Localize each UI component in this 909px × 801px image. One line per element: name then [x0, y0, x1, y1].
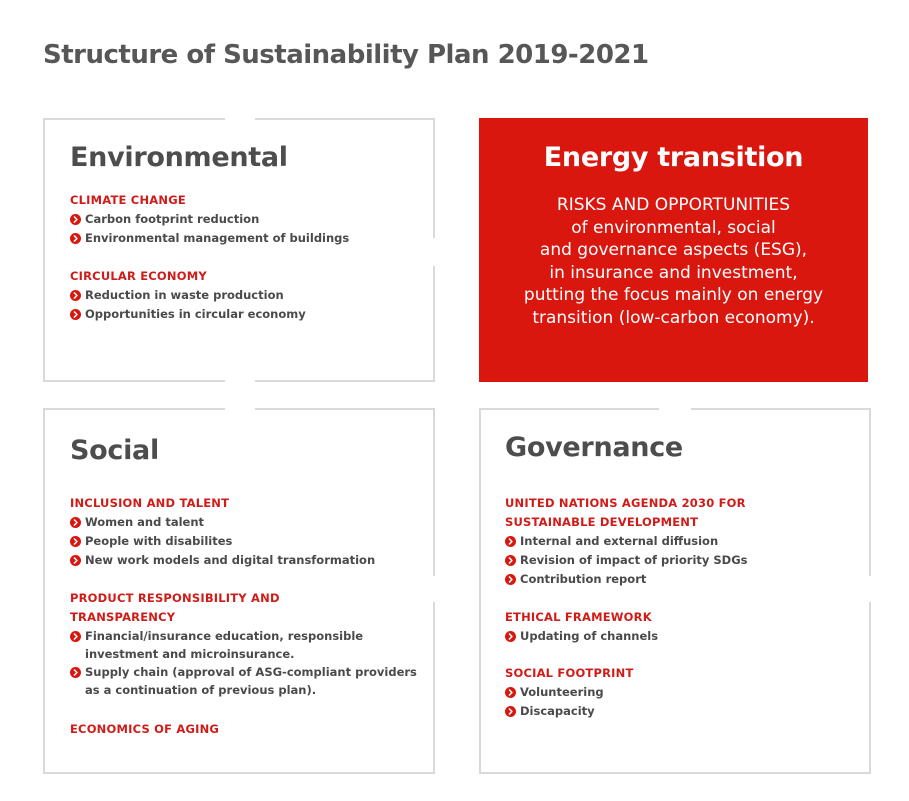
governance-box — [479, 408, 871, 774]
list-item: Women and talent — [70, 513, 375, 532]
description-line: in insurance and investment, — [549, 262, 798, 283]
section-heading: CIRCULAR ECONOMY — [70, 269, 207, 283]
arrow-bullet-icon — [70, 536, 81, 547]
arrow-bullet-icon — [70, 309, 81, 320]
arrow-bullet-icon — [505, 687, 516, 698]
arrow-bullet-icon — [505, 536, 516, 547]
social-footprint-section — [505, 664, 634, 721]
list-item: Internal and external diffusion — [505, 532, 748, 551]
governance-title: Governance — [505, 432, 683, 463]
energy-transition-title: Energy transition — [543, 142, 804, 173]
section-heading: ECONOMICS OF AGING — [70, 722, 220, 736]
list-item: Updating of channels — [505, 627, 658, 646]
arrow-bullet-icon — [70, 517, 81, 528]
arrow-bullet-icon — [70, 233, 81, 244]
arrow-bullet-icon — [70, 214, 81, 225]
section-heading: UNITED NATIONS AGENDA 2030 FOR SUSTAINABLE DEVELOPMENT — [505, 496, 746, 529]
social-title: Social — [70, 435, 159, 466]
list-item: Revision of impact of priority SDGs — [505, 551, 748, 570]
description-line: of environmental, social — [571, 217, 776, 238]
section-heading: CLIMATE CHANGE — [70, 193, 186, 207]
list-item: Opportunities in circular economy — [70, 305, 306, 324]
list-item: Environmental management of buildings — [70, 229, 349, 248]
description-line: RISKS AND OPPORTUNITIES — [556, 195, 791, 215]
arrow-bullet-icon — [70, 290, 81, 301]
page-title: Structure of Sustainability Plan 2019-2021 — [43, 40, 649, 70]
inclusion-talent-section — [70, 494, 375, 570]
arrow-bullet-icon — [70, 667, 81, 678]
environmental-box — [43, 118, 435, 382]
description-line: and governance aspects (ESG), — [539, 240, 808, 260]
list-item: Reduction in waste production — [70, 286, 306, 305]
climate-change-section — [70, 191, 349, 248]
circular-economy-section — [70, 267, 306, 324]
energy-transition-box — [479, 118, 868, 382]
list-item: Supply chain (approval of ASG-compliant providers as a continuation of previous plan). — [70, 663, 417, 699]
un-agenda-section — [505, 494, 748, 589]
economics-aging-section — [70, 720, 219, 739]
arrow-bullet-icon — [70, 555, 81, 566]
product-responsibility-section — [70, 589, 417, 699]
arrow-bullet-icon — [70, 631, 81, 642]
list-item: People with disabilites — [70, 532, 375, 551]
social-box — [43, 408, 435, 774]
arrow-bullet-icon — [505, 555, 516, 566]
list-item: Discapacity — [505, 702, 634, 721]
section-heading: PRODUCT RESPONSIBILITY AND TRANSPARENCY — [70, 591, 280, 624]
list-item: Volunteering — [505, 683, 634, 702]
list-item: Carbon footprint reduction — [70, 210, 349, 229]
energy-transition-description — [499, 194, 848, 329]
list-item: Financial/insurance education, responsible investment and microinsurance. — [70, 627, 417, 663]
ethical-framework-section — [505, 608, 658, 646]
list-item: New work models and digital transformation — [70, 551, 375, 570]
section-heading: ETHICAL FRAMEWORK — [505, 610, 652, 624]
arrow-bullet-icon — [505, 574, 516, 585]
description-line: putting the focus mainly on energy — [523, 285, 824, 305]
arrow-bullet-icon — [505, 631, 516, 642]
list-item: Contribution report — [505, 570, 748, 589]
description-line: transition (low-carbon economy). — [532, 307, 815, 328]
section-heading: SOCIAL FOOTPRINT — [505, 666, 634, 680]
environmental-title: Environmental — [70, 142, 288, 173]
arrow-bullet-icon — [505, 706, 516, 717]
section-heading: INCLUSION AND TALENT — [70, 496, 230, 510]
